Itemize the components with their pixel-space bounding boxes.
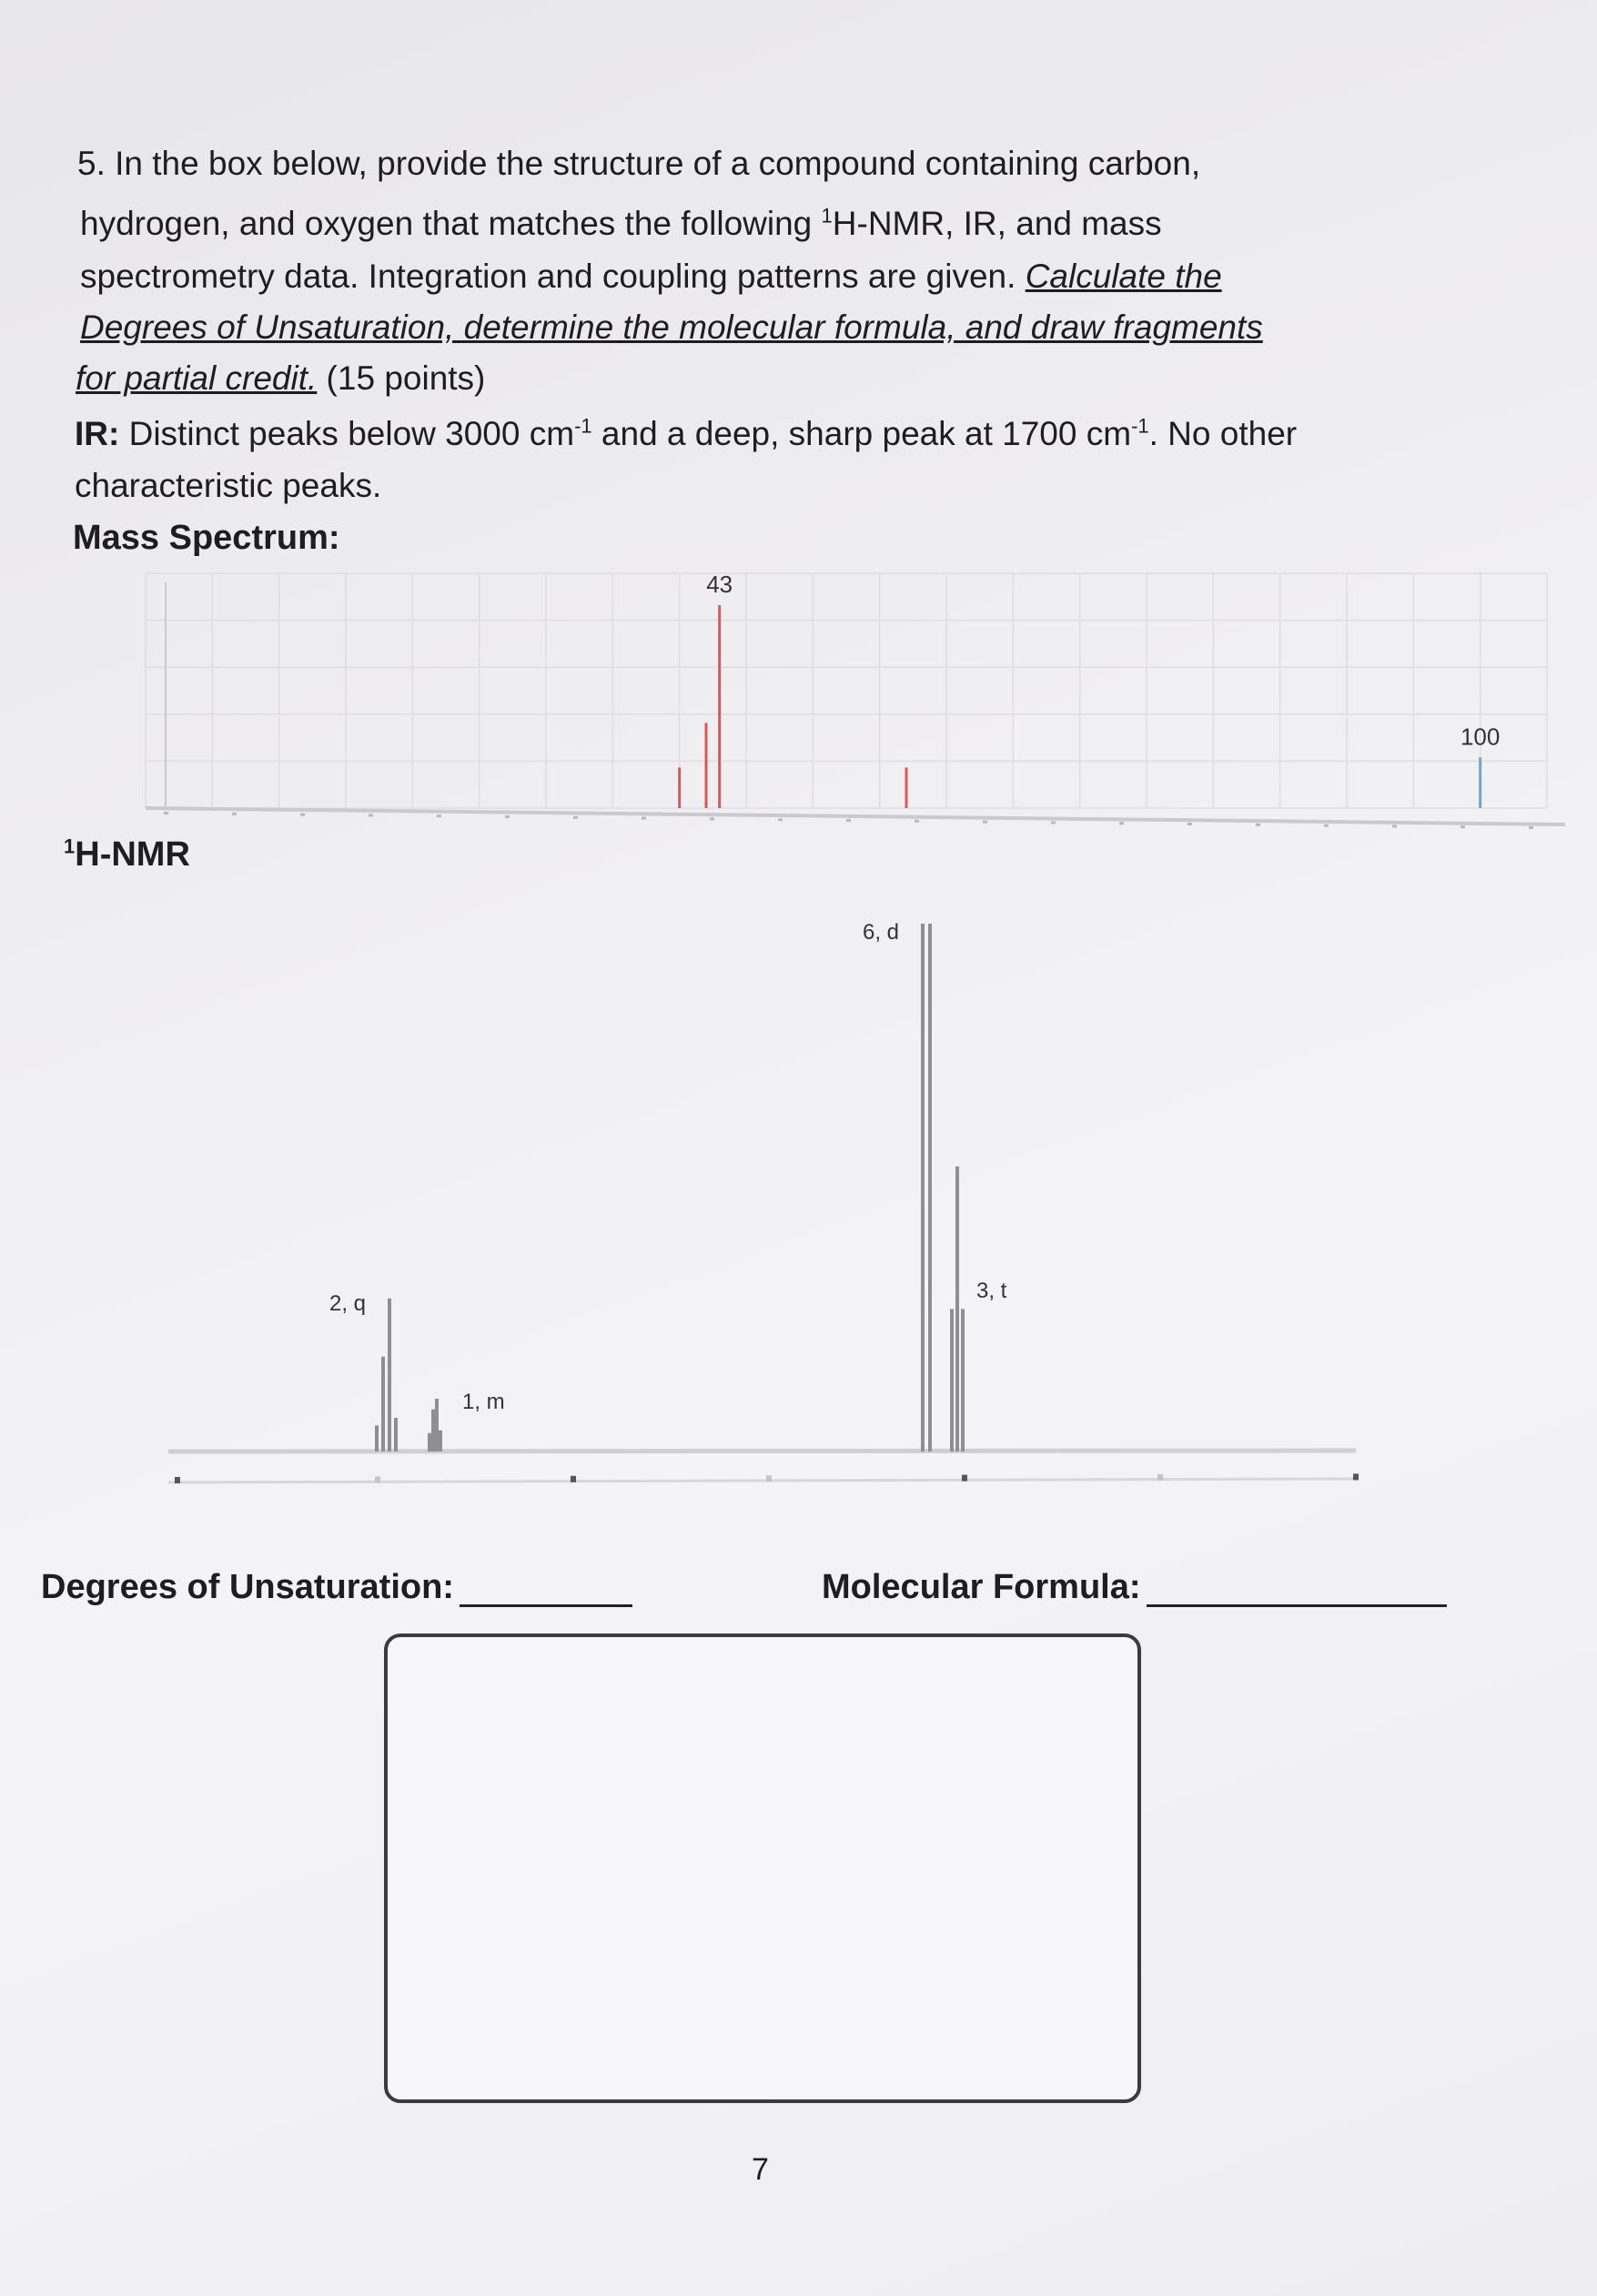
question-text: 5. In the box below, provide the structure of a compound containing carbon,: [77, 145, 1201, 182]
nmr-axis-tick: [1157, 1474, 1163, 1481]
nmr-axis-tick: [571, 1476, 576, 1482]
ir-label: IR:: [75, 415, 120, 452]
superscript: -1: [574, 414, 592, 438]
nmr-axis-tick: [1353, 1473, 1359, 1480]
superscript: 1: [64, 834, 76, 858]
superscript: 1: [821, 204, 833, 228]
ms-peak-label: 43: [706, 571, 733, 598]
nmr-signal-label: 6, d: [863, 920, 900, 945]
nmr-heading-text: H-NMR: [75, 835, 190, 874]
degrees-of-unsaturation-label: Degrees of Unsaturation:: [41, 1568, 454, 1606]
mass-spectrum-heading: Mass Spectrum:: [73, 519, 340, 557]
nmr-axis-tick: [175, 1477, 180, 1483]
degrees-of-unsaturation-field: [41, 1568, 632, 1607]
nmr-axis-tick: [962, 1475, 967, 1482]
question-text: spectrometry data. Integration and coupling patterns are given.: [80, 258, 1026, 295]
ir-text: . No other: [1148, 415, 1298, 452]
instruction-text: Calculate the: [1025, 258, 1222, 295]
question-text: H-NMR, IR, and mass: [832, 205, 1162, 242]
nmr-signal-label: 3, t: [976, 1279, 1007, 1303]
degrees-of-unsaturation-blank[interactable]: [460, 1573, 632, 1607]
ir-text: characteristic peaks.: [75, 467, 382, 504]
structure-answer-box[interactable]: [384, 1633, 1141, 2103]
molecular-formula-field: [822, 1568, 1447, 1607]
instruction-text: Degrees of Unsaturation, determine the molecular formula, and draw fragments: [80, 308, 1263, 346]
superscript: -1: [1131, 414, 1149, 438]
instruction-text: for partial credit.: [76, 359, 318, 397]
nmr-signal-label: 1, m: [462, 1390, 505, 1414]
nmr-axis-tick: [766, 1475, 772, 1482]
nmr-axis-tick: [375, 1476, 380, 1482]
ms-peak-label: 100: [1460, 723, 1501, 751]
molecular-formula-label: Molecular Formula:: [822, 1568, 1141, 1606]
page-number: 7: [752, 2152, 769, 2187]
points-text: (15 points): [317, 359, 486, 397]
nmr-axis-line: [168, 1479, 1356, 1482]
ir-text: and a deep, sharp peak at 1700 cm: [591, 415, 1132, 452]
molecular-formula-blank[interactable]: [1147, 1573, 1447, 1607]
nmr-signal-label: 2, q: [329, 1291, 367, 1316]
ir-text: Distinct peaks below 3000 cm: [119, 415, 575, 452]
question-text: hydrogen, and oxygen that matches the following: [80, 205, 822, 242]
